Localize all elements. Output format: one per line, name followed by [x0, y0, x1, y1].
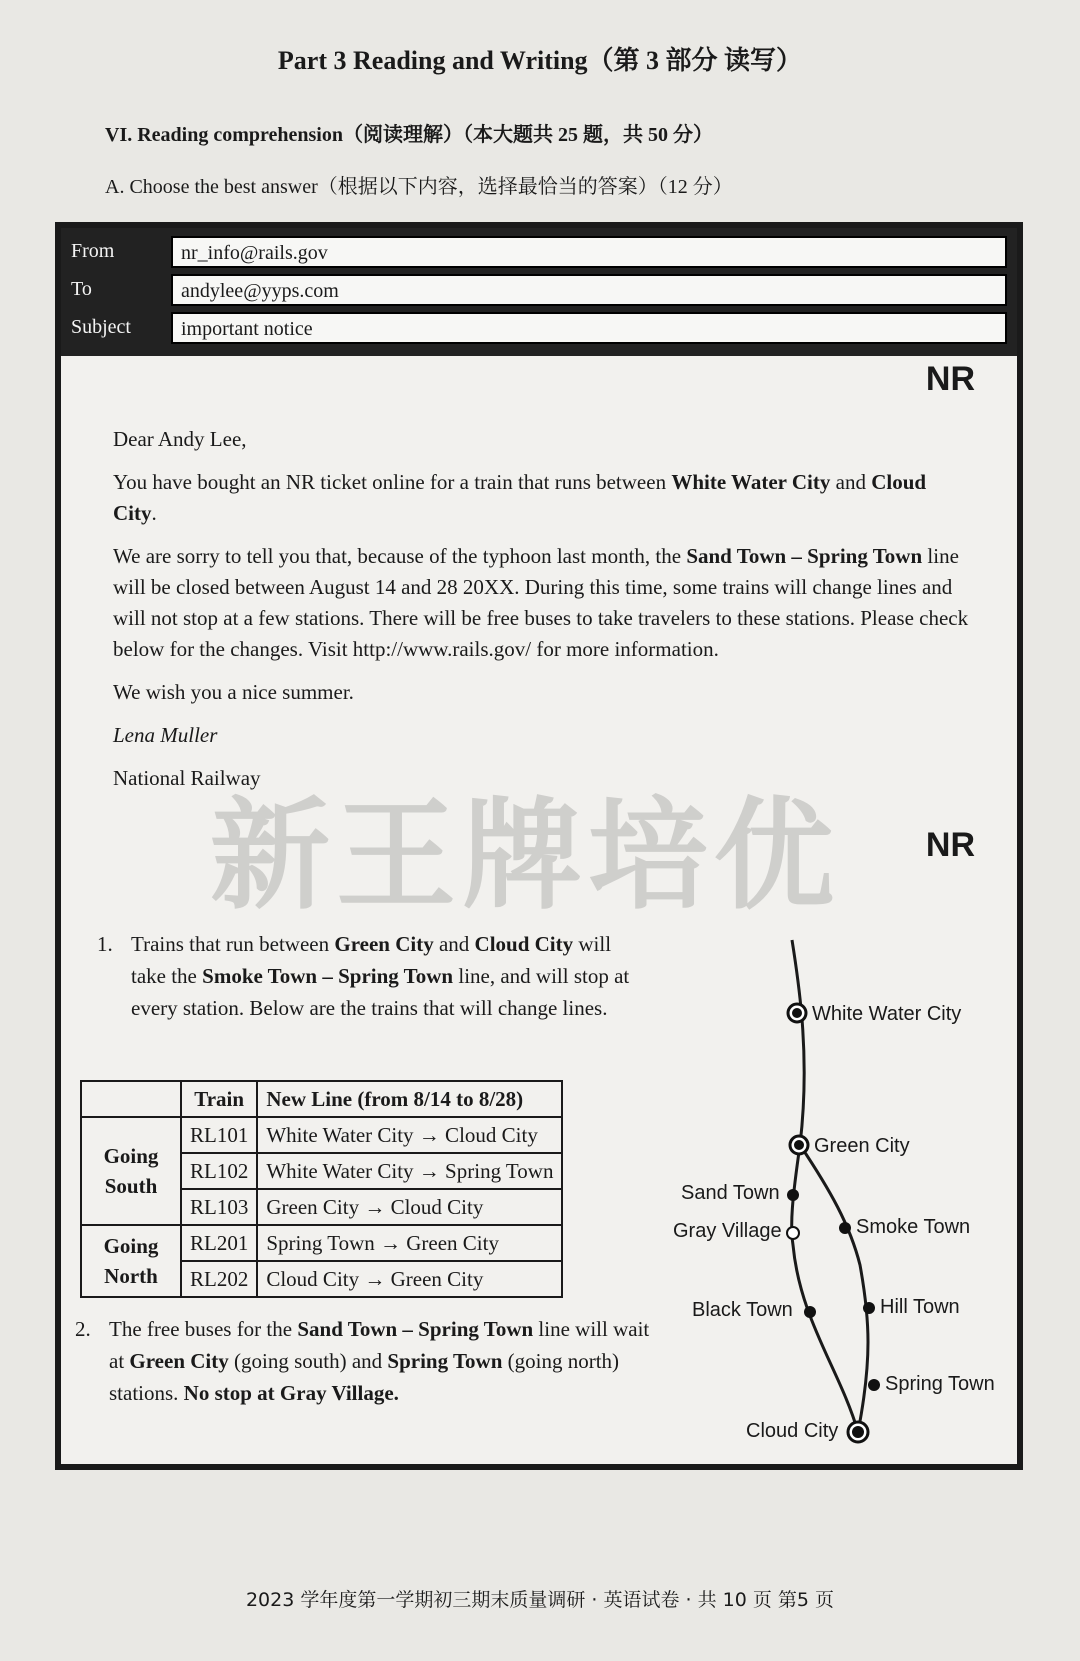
train-code: RL202 — [181, 1261, 257, 1297]
station-dot-sand-town — [787, 1189, 799, 1201]
table-header-line: New Line (from 8/14 to 8/28) — [257, 1081, 562, 1117]
letter-paragraph-1: You have bought an NR ticket online for a train that runs between White Water City and Cloud City. — [113, 470, 927, 525]
note-2-number: 2. — [75, 1317, 91, 1341]
note-2-text: The free buses for the Sand Town – Spring Town line will wait at Green City (going south) and Spring Town (going north) stations. No stop at Gray Village. — [109, 1317, 650, 1405]
note-1-number: 1. — [97, 932, 113, 956]
to-field: andylee@yyps.com — [171, 274, 1007, 306]
station-dot-spring-town — [868, 1379, 880, 1391]
train-code: RL102 — [181, 1153, 257, 1189]
train-line: White Water City → Spring Town — [257, 1153, 562, 1189]
train-line: Cloud City → Green City — [257, 1261, 562, 1297]
station-dot-black-town — [804, 1306, 816, 1318]
greeting: Dear Andy Lee, — [113, 427, 247, 451]
station-label-spring-town: Spring Town — [885, 1373, 995, 1395]
table-header-train: Train — [181, 1081, 257, 1117]
to-label: To — [71, 278, 92, 300]
train-line: Spring Town → Green City — [257, 1225, 562, 1261]
station-label-sand-town: Sand Town — [681, 1182, 780, 1204]
signature: Lena Muller — [113, 723, 218, 747]
train-code: RL201 — [181, 1225, 257, 1261]
from-field: nr_info@rails.gov — [171, 236, 1007, 268]
subject-field: important notice — [171, 312, 1007, 344]
going-south-label: Going South — [81, 1117, 181, 1225]
section-title: VI. Reading comprehension（阅读理解）（本大题共 25 题，共 50 分） — [105, 124, 713, 146]
note-1-text: Trains that run between Green City and Cloud City will take the Smoke Town – Spring Town line, and will stop at every station. Below are the trains that will change lines. — [131, 932, 630, 1020]
station-dot-smoke-town — [839, 1222, 851, 1234]
train-code: RL101 — [181, 1117, 257, 1153]
letter-paragraph-2: We are sorry to tell you that, because of the typhoon last month, the Sand Town – Spring Town line will be closed between August 14 and 28 20XX. During this time, some trains will change lines and will not stop at a few stations. There will be free buses to take travelers to these stations. Please check below for the changes. Visit http://www.rails.gov/ for more information. — [113, 544, 969, 661]
station-label-green-city: Green City — [814, 1135, 910, 1157]
going-north-label: Going North — [81, 1225, 181, 1297]
station-label-black-town: Black Town — [692, 1299, 793, 1321]
page-title: Part 3 Reading and Writing（第 3 部分 读写） — [277, 46, 803, 75]
station-label-smoke-town: Smoke Town — [856, 1216, 971, 1238]
station-dot-hill-town — [863, 1302, 875, 1314]
train-code: RL103 — [181, 1189, 257, 1225]
nr-logo: NR — [925, 360, 975, 398]
nr-logo-2: NR — [925, 826, 975, 864]
from-label: From — [71, 240, 115, 262]
train-line: Green City → Cloud City — [257, 1189, 562, 1225]
subject-label: Subject — [71, 316, 131, 338]
station-label-gray-village: Gray Village — [673, 1220, 782, 1242]
station-dot-gray-village — [787, 1227, 799, 1239]
station-label-cloud-city: Cloud City — [746, 1420, 839, 1442]
watermark: 新王牌培优 — [210, 787, 840, 926]
station-label-hill-town: Hill Town — [880, 1296, 960, 1318]
page-footer: 2023 学年度第一学期初三期末质量调研 · 英语试卷 · 共 10 页 第5 页 — [245, 1589, 835, 1611]
station-label-white-water-city: White Water City — [812, 1003, 962, 1025]
part-title: A. Choose the best answer（根据以下内容，选择最恰当的答案）（12 分） — [105, 176, 733, 198]
smoke-town-branch — [800, 1145, 868, 1432]
train-line: White Water City → Cloud City — [257, 1117, 562, 1153]
organization: National Railway — [113, 766, 261, 790]
closing: We wish you a nice summer. — [113, 680, 354, 704]
